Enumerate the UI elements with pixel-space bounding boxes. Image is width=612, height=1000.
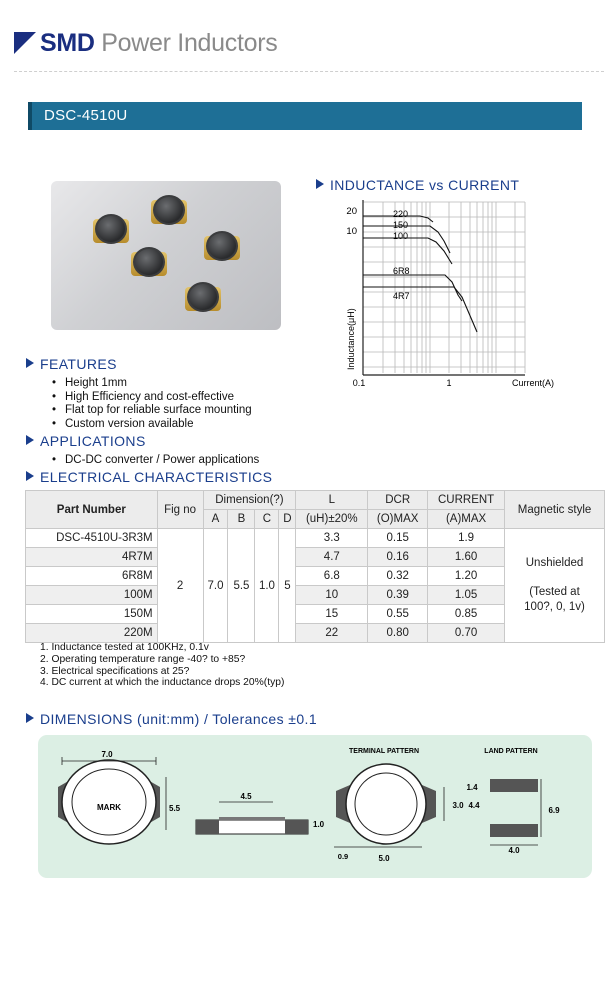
inductor-chip: [132, 247, 166, 277]
section-arrow-icon: [26, 435, 34, 445]
top-height-label: 5.5: [169, 804, 181, 813]
header-dimension: Dimension(?): [203, 491, 296, 510]
page-title: SMD Power Inductors: [40, 29, 278, 57]
side-width-label: 4.5: [240, 792, 252, 801]
header-dim-c: C: [255, 510, 279, 529]
feature-item: • Height 1mm: [52, 377, 252, 391]
curve-6r8: [363, 275, 462, 301]
terminal-h1-label: 3.0: [452, 801, 464, 810]
electrical-title: ELECTRICAL CHARACTERISTICS: [26, 469, 272, 485]
curve-label: 6R8: [393, 266, 410, 276]
header-dcr-unit: (O)MAX: [368, 510, 428, 529]
current-cell: 1.60: [428, 548, 505, 567]
curve-100: [363, 238, 452, 264]
land-width-label: 4.0: [508, 846, 520, 855]
y-tick-label: 10: [346, 226, 357, 237]
dcr-cell: 0.80: [368, 624, 428, 643]
header-current-unit: (A)MAX: [428, 510, 505, 529]
header-divider: [14, 71, 604, 72]
table-row: [26, 529, 605, 548]
note-item: 2. Operating temperature range -40? to +85?: [40, 653, 246, 665]
part-number-cell: 150M: [26, 605, 158, 624]
dcr-cell: 0.39: [368, 586, 428, 605]
header-dim-d: D: [279, 510, 296, 529]
current-cell: 0.70: [428, 624, 505, 643]
section-arrow-icon: [26, 713, 34, 723]
features-title: FEATURES: [26, 356, 117, 372]
inductor-chip: [186, 282, 220, 312]
terminal-inner: [355, 773, 417, 835]
curve-label: 220: [393, 209, 409, 219]
side-height-label: 1.0: [313, 820, 325, 829]
header-dim-a: A: [203, 510, 228, 529]
top-width-label: 7.0: [101, 750, 113, 759]
header-current: CURRENT: [428, 491, 505, 510]
side-view: [196, 792, 325, 834]
electrical-table: [25, 490, 605, 643]
land-pattern-title: LAND PATTERN: [484, 748, 538, 755]
feature-item: • Custom version available: [52, 418, 252, 432]
part-number-cell: 4R7M: [26, 548, 158, 567]
features-list: [52, 377, 252, 432]
side-view-left-terminal: [196, 820, 219, 834]
dcr-cell: 0.32: [368, 567, 428, 586]
graph-curves: [363, 216, 477, 332]
inductance-cell: 15: [296, 605, 368, 624]
header-dcr: DCR: [368, 491, 428, 510]
model-name: DSC-4510U: [44, 107, 128, 124]
side-view-right-terminal: [285, 820, 308, 834]
inductance-cell: 22: [296, 624, 368, 643]
terminal-pattern: [334, 748, 480, 863]
header-dim-b: B: [228, 510, 255, 529]
application-item: • DC-DC converter / Power applications: [52, 454, 259, 468]
dcr-cell: 0.16: [368, 548, 428, 567]
graph-title: INDUCTANCE vs CURRENT: [316, 177, 519, 193]
applications-title: APPLICATIONS: [26, 433, 146, 449]
page-header: [14, 26, 604, 60]
inductor-chip: [205, 231, 239, 261]
section-arrow-icon: [316, 179, 324, 189]
brand-triangle-icon: [14, 32, 36, 54]
terminal-w2-label: 5.0: [378, 854, 390, 863]
current-cell: 0.85: [428, 605, 505, 624]
part-number-cell: 6R8M: [26, 567, 158, 586]
magnetic-style-value: Unshielded: [525, 556, 584, 569]
header-l-unit: (uH)±20%: [296, 510, 368, 529]
land-pad-bottom: [490, 824, 538, 837]
land-pattern: [466, 748, 560, 855]
curve-label: 100: [393, 231, 409, 241]
feature-item: • Flat top for reliable surface mounting: [52, 404, 252, 418]
feature-item: • High Efficiency and cost-effective: [52, 391, 252, 405]
dimensions-panel: [38, 735, 592, 878]
inductance-cell: 6.8: [296, 567, 368, 586]
note-item: 3. Electrical specifications at 25?: [40, 665, 190, 677]
x-tick-label: 1: [446, 378, 452, 388]
note-item: 4. DC current at which the inductance drops 20%(typ): [40, 677, 285, 689]
section-arrow-icon: [26, 471, 34, 481]
terminal-h2-label: 4.4: [468, 801, 480, 810]
dimensions-title: DIMENSIONS (unit:mm) / Tolerances ±0.1: [26, 711, 317, 727]
electrical-notes: [40, 642, 284, 689]
header-fig-no: Fig no: [157, 491, 203, 529]
inductor-chip: [152, 195, 186, 225]
terminal-w1-label: 0.9: [337, 852, 349, 861]
curve-label: 150: [393, 220, 409, 230]
part-number-cell: 100M: [26, 586, 158, 605]
header-l: L: [296, 491, 368, 510]
curve-label: 4R7: [393, 291, 410, 301]
part-number-cell: 220M: [26, 624, 158, 643]
inductance-cell: 4.7: [296, 548, 368, 567]
current-cell: 1.9: [428, 529, 505, 548]
dcr-cell: 0.15: [368, 529, 428, 548]
inductance-current-graph: [320, 195, 610, 395]
inductor-chip: [94, 214, 128, 244]
dim-d-cell: 5: [279, 529, 296, 643]
section-arrow-icon: [26, 358, 34, 368]
curve-4r7: [363, 287, 477, 332]
dim-c-cell: 1.0: [255, 529, 279, 643]
land-pad-label: 1.4: [466, 783, 478, 792]
note-item: 1. Inductance tested at 100KHz, 0.1v: [40, 642, 209, 653]
dim-b-cell: 5.5: [228, 529, 255, 643]
header-part-number: Part Number: [26, 491, 158, 529]
current-cell: 1.05: [428, 586, 505, 605]
land-height-label: 6.9: [548, 806, 560, 815]
mark-label: MARK: [97, 803, 121, 812]
top-view: [58, 750, 181, 844]
header-magnetic-style: Magnetic style: [505, 491, 605, 529]
product-photo: [51, 181, 281, 330]
x-tick-label: 0.1: [352, 378, 366, 388]
y-tick-label: 20: [346, 206, 357, 217]
current-cell: 1.20: [428, 567, 505, 586]
fig-no-cell: 2: [157, 529, 203, 643]
side-view-top: [219, 817, 285, 820]
terminal-pattern-title: TERMINAL PATTERN: [349, 748, 419, 755]
top-view-inner: [72, 769, 146, 835]
y-axis-label: Inductance(μH): [346, 308, 356, 370]
dimensions-drawing: [38, 735, 592, 878]
inductance-cell: 3.3: [296, 529, 368, 548]
dim-a-cell: 7.0: [203, 529, 228, 643]
magnetic-style-note: (Tested at 100?, 0, 1v): [524, 585, 585, 613]
dcr-cell: 0.55: [368, 605, 428, 624]
model-bar: [28, 102, 582, 130]
inductance-cell: 10: [296, 586, 368, 605]
x-axis-label: Current(A): [512, 378, 555, 388]
land-pad-top: [490, 779, 538, 792]
magnetic-style-cell: [505, 529, 605, 643]
part-number-cell: DSC-4510U-3R3M: [26, 529, 158, 548]
applications-list: [52, 454, 259, 468]
